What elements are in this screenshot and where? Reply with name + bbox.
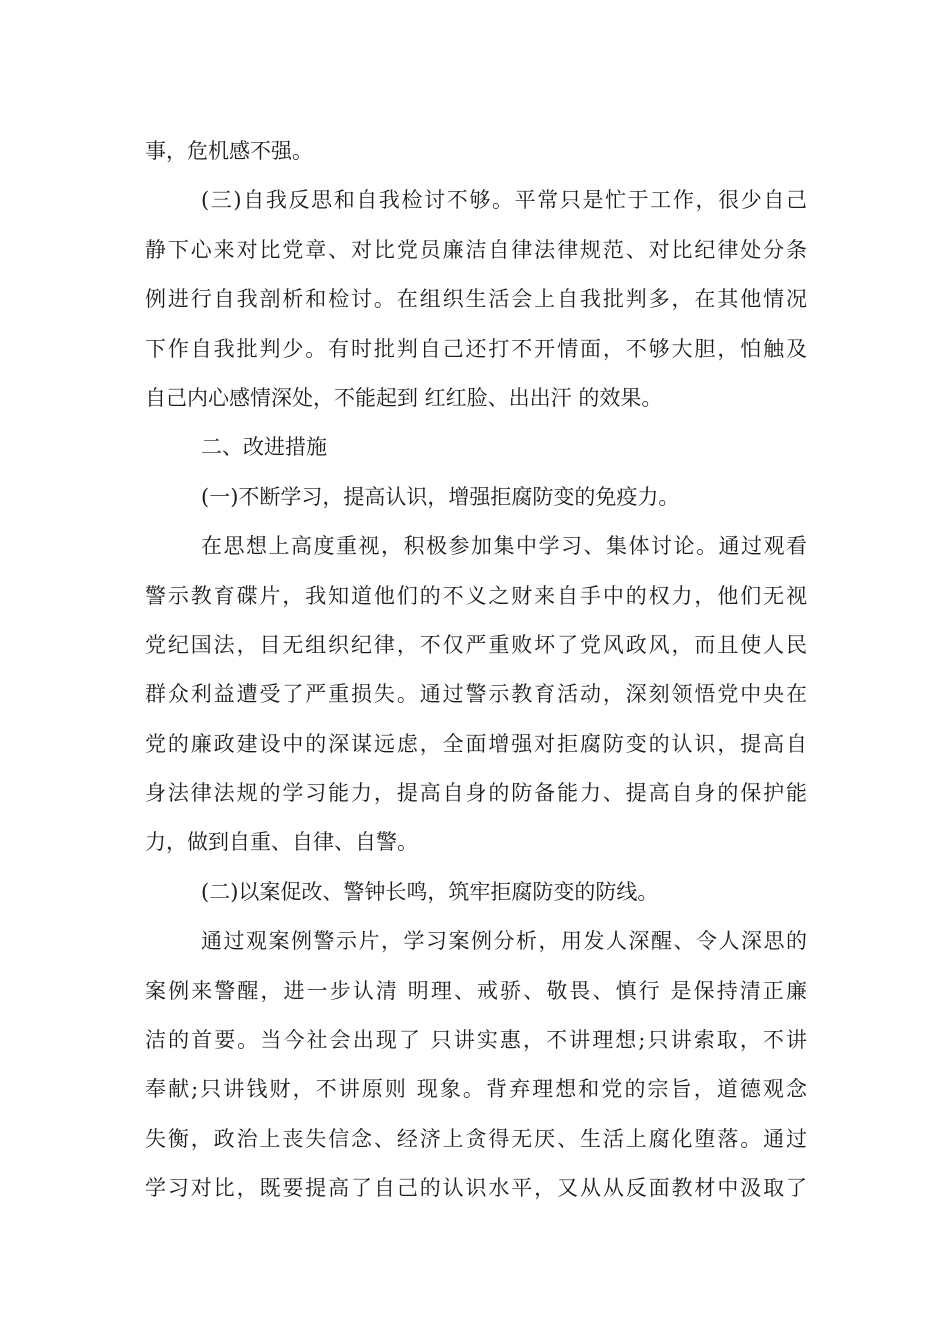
- text-line: 群众利益遭受了严重损失。通过警示教育活动，深刻领悟党中央在: [145, 682, 807, 707]
- text-line: 二、改进措施: [201, 435, 327, 460]
- text-line: 例进行自我剖析和检讨。在组织生活会上自我批判多，在其他情况: [145, 287, 807, 312]
- text-line: 下作自我批判少。有时批判自己还打不开情面，不够大胆，怕触及: [145, 336, 807, 361]
- text-line: 通过观案例警示片，学习案例分析，用发人深醒、令人深思的: [201, 929, 807, 954]
- text-line: 案例来警醒，进一步认清 明理、戒骄、敬畏、慎行 是保持清正廉: [145, 978, 807, 1003]
- text-line: 事，危机感不强。: [145, 139, 313, 163]
- text-line: 奉献;只讲钱财，不讲原则 现象。背弃理想和党的宗旨，道德观念: [145, 1077, 807, 1102]
- text-line: 学习对比，既要提高了自己的认识水平，又从从反面教材中汲取了: [145, 1176, 807, 1201]
- text-line: (二)以案促改、警钟长鸣，筑牢拒腐防变的防线。: [201, 879, 659, 904]
- text-line: 在思想上高度重视，积极参加集中学习、集体讨论。通过观看: [201, 534, 807, 559]
- text-line: 身法律法规的学习能力，提高自身的防备能力、提高自身的保护能: [145, 781, 807, 806]
- text-line: 自己内心感情深处，不能起到 红红脸、出出汗 的效果。: [145, 385, 663, 410]
- text-line: 洁的首要。当今社会出现了 只讲实惠，不讲理想;只讲索取，不讲: [145, 1028, 807, 1053]
- text-line: (一)不断学习，提高认识，增强拒腐防变的免疫力。: [201, 484, 680, 509]
- text-line: (三)自我反思和自我检讨不够。平常只是忙于工作，很少自己: [201, 188, 807, 213]
- text-line: 警示教育碟片，我知道他们的不义之财来自手中的权力，他们无视: [145, 583, 807, 608]
- text-line: 失衡，政治上丧失信念、经济上贪得无厌、生活上腐化堕落。通过: [145, 1126, 807, 1151]
- text-line: 党纪国法，目无组织纪律，不仅严重败坏了党风政风，而且使人民: [145, 632, 807, 657]
- text-line: 静下心来对比党章、对比党员廉洁自律法律规范、对比纪律处分条: [145, 237, 807, 262]
- text-line: 力，做到自重、自律、自警。: [145, 830, 418, 855]
- text-line: 党的廉政建设中的深谋远虑，全面增强对拒腐防变的认识，提高自: [145, 731, 807, 756]
- document-body: [145, 127, 807, 1214]
